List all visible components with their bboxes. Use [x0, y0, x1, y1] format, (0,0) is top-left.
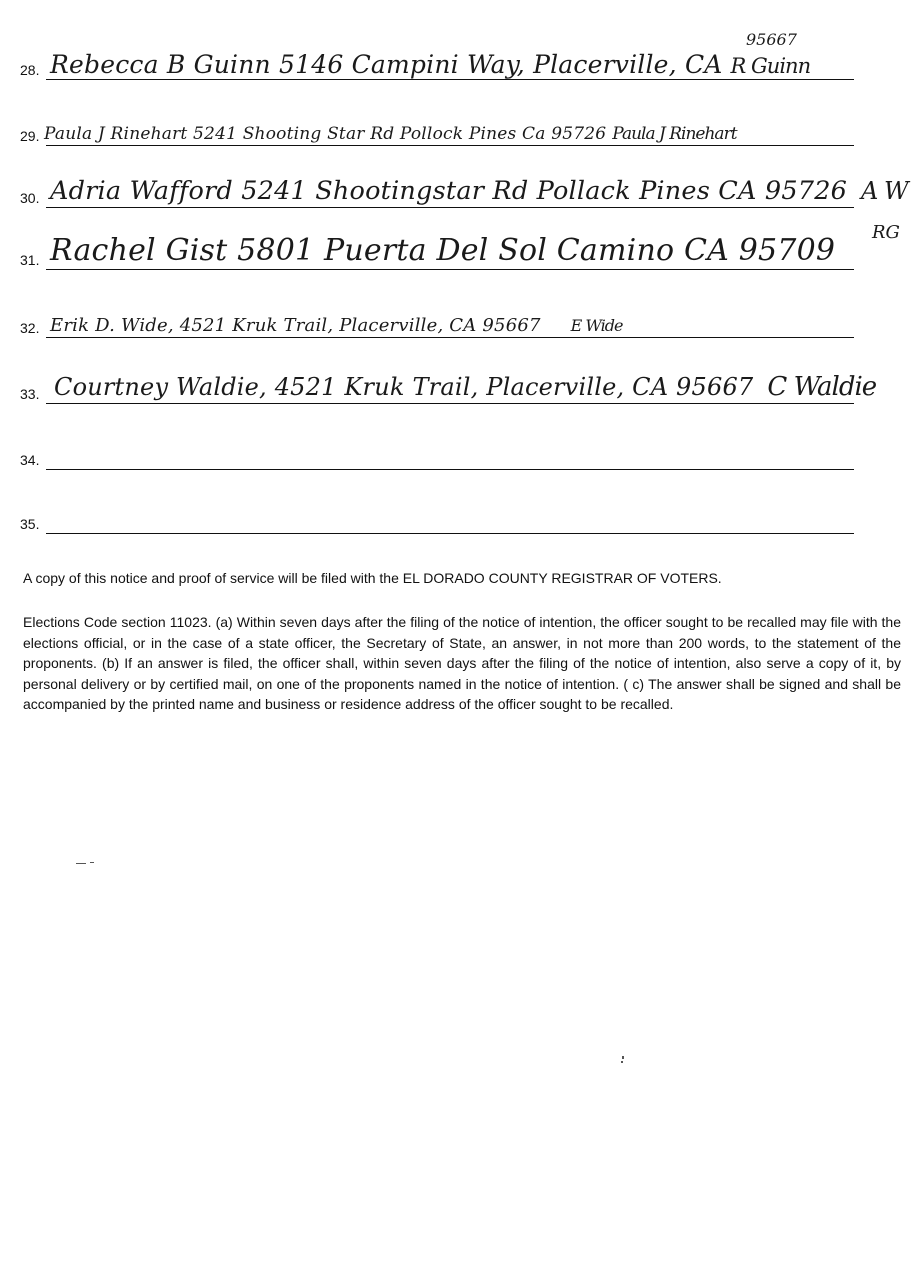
- entry-number: 35.: [20, 516, 40, 532]
- entry-handwriting: [50, 233, 849, 268]
- entry-text: Courtney Waldie, 4521 Kruk Trail, Placerville, CA 95667: [54, 373, 754, 401]
- entry-text: Adria Wafford 5241 Shootingstar Rd Pollack Pines CA 95726: [50, 176, 848, 206]
- signature-entry-32: [0, 282, 924, 342]
- entry-rule: [46, 469, 854, 470]
- entry-handwriting: [50, 315, 622, 336]
- entry-signature: Paula J Rinehart: [612, 124, 737, 144]
- signature-entry-31: [0, 214, 924, 274]
- signature-entry-34: [0, 414, 924, 474]
- entry-rule: [46, 79, 854, 80]
- scan-speck: [90, 862, 94, 863]
- entry-handwriting: [44, 124, 737, 144]
- entry-number: 31.: [20, 252, 40, 268]
- entry-signature: C Waldie: [767, 372, 877, 402]
- entry-text: Rebecca B Guinn 5146 Campini Way, Placerville, CA: [50, 50, 723, 79]
- entry-handwriting: [50, 50, 810, 79]
- signature-entry-29: [0, 90, 924, 150]
- entry-number: 32.: [20, 320, 40, 336]
- elections-code-paragraph: Elections Code section 11023. (a) Within seven days after the filing of the notice of intention, the officer sought to be recalled may file with the elections official, or in the case of a state officer, the Secretary of State, an answer, in not more than 200 words, to the statement of the proponents. (b) If an answer is filed, the officer shall, within seven days after the filing of the notice of intention, also serve a copy of it, by personal delivery or by certified mail, on one of the proponents named in the notice of intention. ( c) The answer shall be signed and shall be accompanied by the printed name and business or residence address of the officer sought to be recalled.: [23, 614, 901, 712]
- entry-text: Paula J Rinehart 5241 Shooting Star Rd Pollock Pines Ca 95726: [44, 124, 607, 144]
- entry-rule: [46, 403, 854, 404]
- scan-speck: [76, 863, 86, 864]
- entry-number: 33.: [20, 386, 40, 402]
- entry-rule: [46, 207, 854, 208]
- entry-number: 34.: [20, 452, 40, 468]
- entry-annotation-initials: RG: [872, 222, 900, 243]
- entry-number: 29.: [20, 128, 40, 144]
- scan-speck: [621, 1061, 623, 1063]
- entry-rule: [46, 337, 854, 338]
- entry-rule: [46, 145, 854, 146]
- entry-signature: E Wide: [570, 316, 623, 335]
- entry-signature: R Guinn: [730, 54, 811, 78]
- signature-entry-33: [0, 348, 924, 408]
- entry-handwriting: [50, 176, 908, 206]
- entry-number: 30.: [20, 190, 40, 206]
- entry-annotation-zip: 95667: [746, 30, 797, 49]
- scan-speck: [622, 1056, 624, 1059]
- registrar-notice: A copy of this notice and proof of service will be filed with the EL DORADO COUNTY REGISTRAR OF VOTERS.: [23, 570, 722, 586]
- entry-text: Rachel Gist 5801 Puerta Del Sol Camino CA 95709: [50, 233, 836, 268]
- entry-text: Erik D. Wide, 4521 Kruk Trail, Placerville, CA 95667: [50, 315, 541, 336]
- entry-number: 28.: [20, 62, 40, 78]
- signature-entry-30: [0, 152, 924, 212]
- signature-entry-35: [0, 478, 924, 538]
- entry-rule: [46, 533, 854, 534]
- entry-handwriting: [54, 372, 876, 402]
- entry-signature: A W: [861, 177, 908, 205]
- entry-rule: [46, 269, 854, 270]
